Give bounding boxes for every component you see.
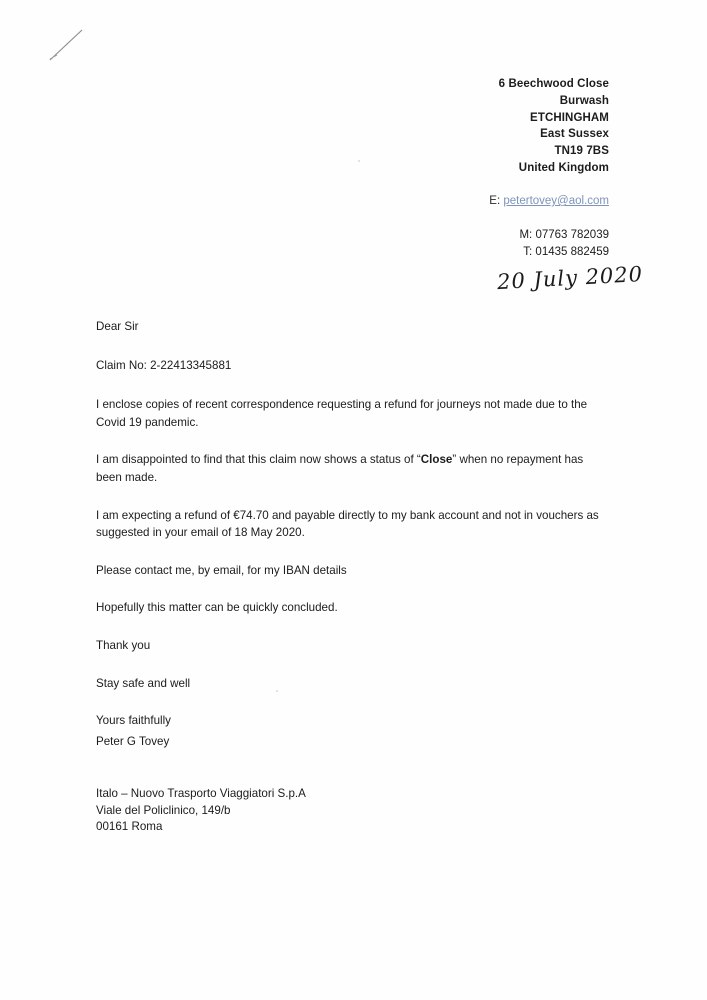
recipient-line: 00161 Roma <box>96 820 163 834</box>
sender-phone-numbers <box>519 227 609 260</box>
paragraph-thanks: Thank you <box>96 638 151 652</box>
email-link[interactable]: petertovey@aol.com <box>503 195 609 207</box>
address-line: 6 Beechwood Close <box>498 78 609 90</box>
salutation: Dear Sir <box>96 320 139 333</box>
address-line: East Sussex <box>540 128 609 141</box>
address-line: TN19 7BS <box>554 145 609 158</box>
handwritten-date: 20 July 2020 <box>496 261 644 295</box>
scan-speckle <box>358 160 360 162</box>
paragraph-refund: I am expecting a refund of €74.70 and payable directly to my bank account and not in vouchers as suggested in your email of 18 May 2020. <box>96 508 599 540</box>
claim-number: Claim No: 2-22413345881 <box>96 358 232 372</box>
paragraph-status <box>96 451 612 486</box>
paragraph-signoff: Yours faithfully <box>96 714 171 728</box>
recipient-address <box>96 786 306 836</box>
address-line: Burwash <box>559 94 609 107</box>
paragraph-conclusion: Hopefully this matter can be quickly concluded. <box>96 601 338 615</box>
signature-name: Peter G Tovey <box>96 735 170 748</box>
telephone-number: T: 01435 882459 <box>523 245 609 258</box>
status-text-after: ” when no repayment has been made. <box>96 453 584 484</box>
pen-stroke-artifact <box>48 28 88 62</box>
sender-address <box>499 76 609 177</box>
address-line: United Kingdom <box>518 161 609 174</box>
sender-email-line <box>489 193 609 209</box>
letter-body <box>96 318 612 750</box>
email-label: E: <box>489 195 501 207</box>
paragraph-staysafe: Stay safe and well <box>96 676 191 690</box>
recipient-line: Italo – Nuovo Trasporto Viaggiatori S.p.A <box>96 787 306 800</box>
status-emphasis: Close <box>420 453 453 467</box>
address-line: ETCHINGHAM <box>530 111 609 124</box>
paragraph-enclosure: I enclose copies of recent correspondence requesting a refund for journeys not made due to the Covid 19 pandemic. <box>96 398 588 429</box>
status-text-before: I am disappointed to find that this claim now shows a status of “ <box>96 453 421 467</box>
paragraph-iban: Please contact me, by email, for my IBAN details <box>96 563 347 577</box>
mobile-number: M: 07763 782039 <box>519 229 609 241</box>
recipient-line: Viale del Policlinico, 149/b <box>96 803 231 817</box>
